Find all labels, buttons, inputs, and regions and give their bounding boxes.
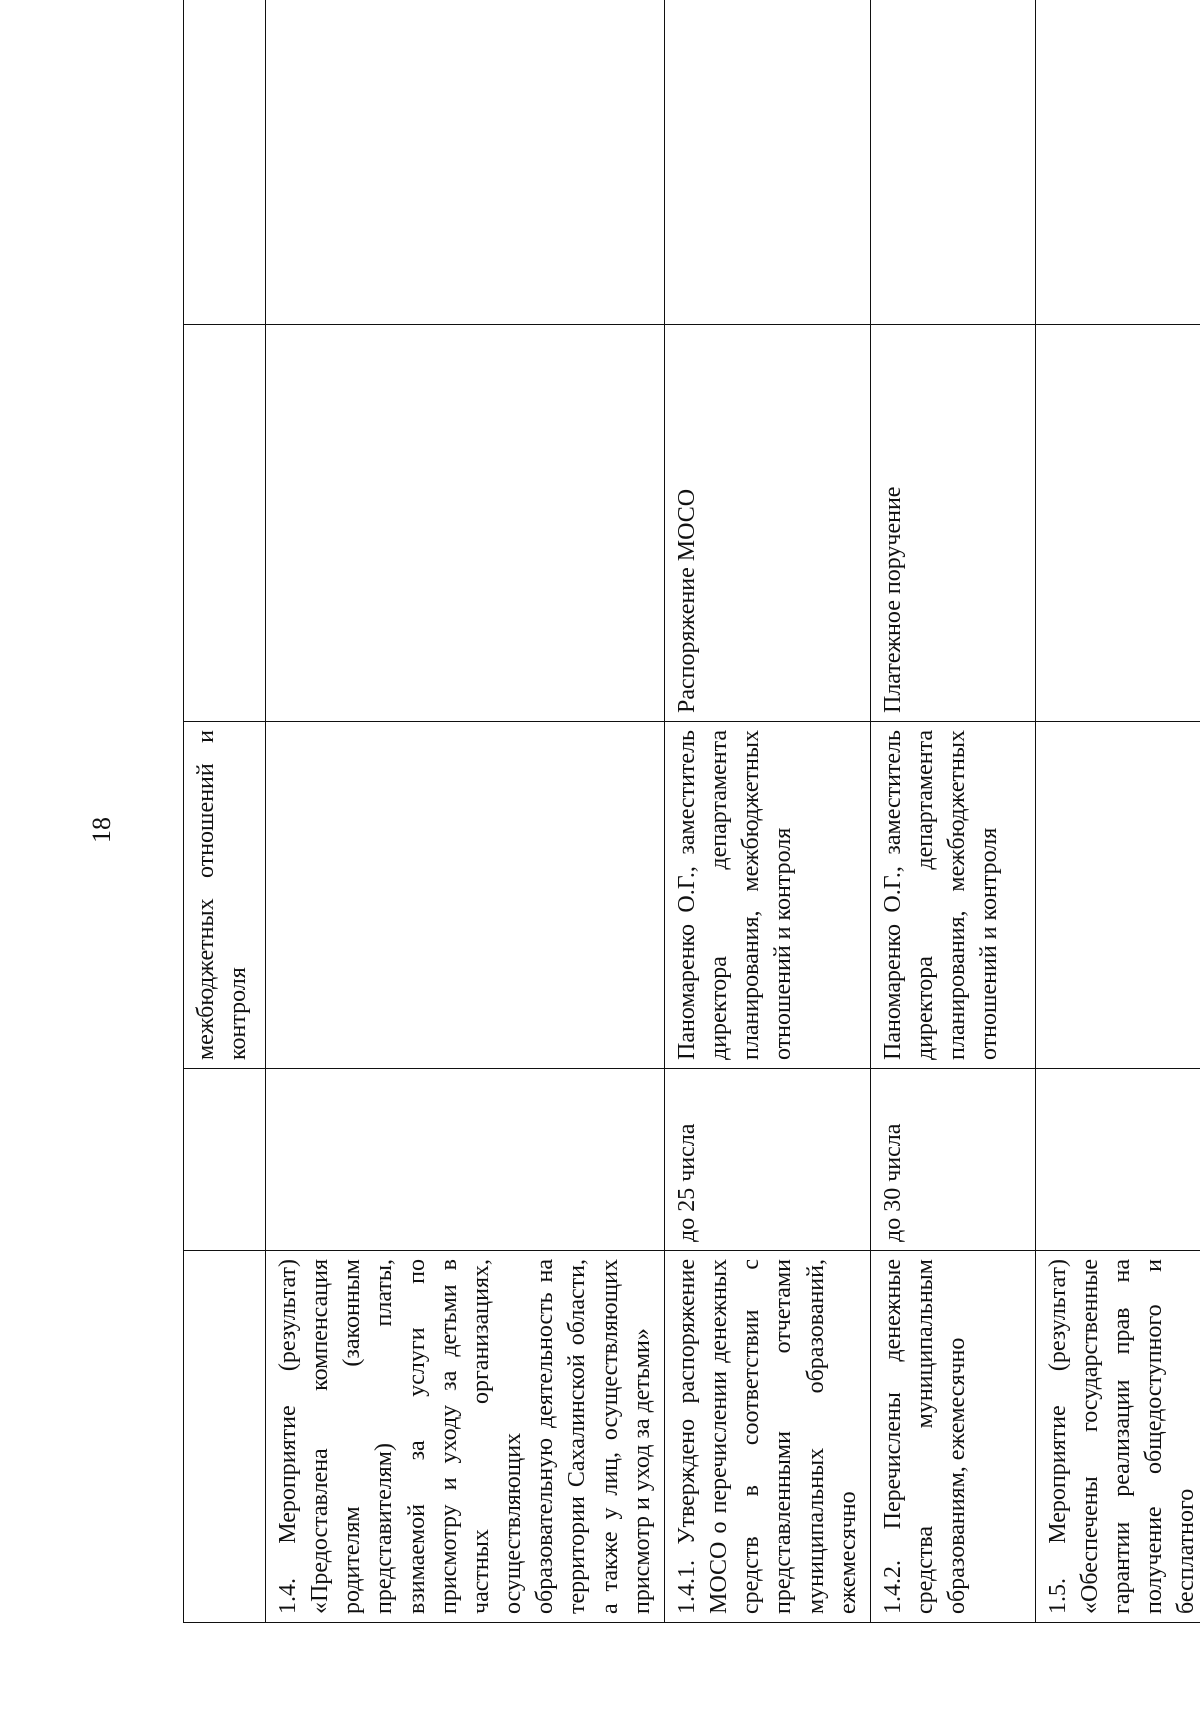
document-cell bbox=[1035, 325, 1200, 722]
deadline-cell: до 30 числа bbox=[870, 1069, 1035, 1251]
document-cell: Распоряжение МОСО bbox=[664, 325, 870, 722]
table-row bbox=[870, 0, 1035, 1623]
table-row bbox=[184, 0, 266, 1623]
responsible-cell: Паномаренко О.Г., заместитель директора департамента планирования, межбюджетных отношений и контроля bbox=[870, 722, 1035, 1069]
table-row bbox=[664, 0, 870, 1623]
deadline-cell bbox=[266, 1069, 665, 1251]
responsible-cell: Паномаренко О.Г., заместитель директора департамента планирования, межбюджетных отношений и контроля bbox=[664, 722, 870, 1069]
document-cell bbox=[266, 325, 665, 722]
extra-cell bbox=[184, 0, 266, 325]
responsible-cell bbox=[266, 722, 665, 1069]
deadline-cell: до 25 числа bbox=[664, 1069, 870, 1251]
rotated-table-frame bbox=[183, 79, 1200, 1623]
deadline-cell bbox=[1035, 1069, 1200, 1251]
extra-cell bbox=[266, 0, 665, 325]
activity-cell: 1.4.1. Утверждено распоряжение МОСО о перечислении денежных средств в соответствии с представленными отчетами муниципальных образований, ежемесячно bbox=[664, 1251, 870, 1623]
deadline-cell bbox=[184, 1069, 266, 1251]
extra-cell bbox=[664, 0, 870, 325]
responsible-cell: межбюджетных отношений и контроля bbox=[184, 722, 266, 1069]
extra-cell bbox=[1035, 0, 1200, 325]
activity-cell: 1.5. Мероприятие (результат) «Обеспечены государственные гарантии реализации прав на получение общедоступного и бесплатного bbox=[1035, 1251, 1200, 1623]
activity-cell bbox=[184, 1251, 266, 1623]
page-number: 18 bbox=[87, 817, 116, 843]
extra-cell bbox=[870, 0, 1035, 325]
responsible-cell bbox=[1035, 722, 1200, 1069]
table-row bbox=[266, 0, 665, 1623]
plan-table bbox=[183, 0, 1200, 1623]
rotated-table-content bbox=[183, 79, 1200, 1623]
document-cell: Платежное поручение bbox=[870, 325, 1035, 722]
document-cell bbox=[184, 325, 266, 722]
table-row bbox=[1035, 0, 1200, 1623]
activity-cell: 1.4.2. Перечислены денежные средства муниципальным образованиям, ежемесячно bbox=[870, 1251, 1035, 1623]
activity-cell: 1.4. Мероприятие (результат) «Предоставлена компенсация родителям (законным представителям) платы, взимаемой за услуги по присмотру и уходу за детьми в частных организациях, осуществляющих образовательную деятельность на территории Сахалинской области, а также у лиц, осуществляющих присмотр и уход за детьми» bbox=[266, 1251, 665, 1623]
